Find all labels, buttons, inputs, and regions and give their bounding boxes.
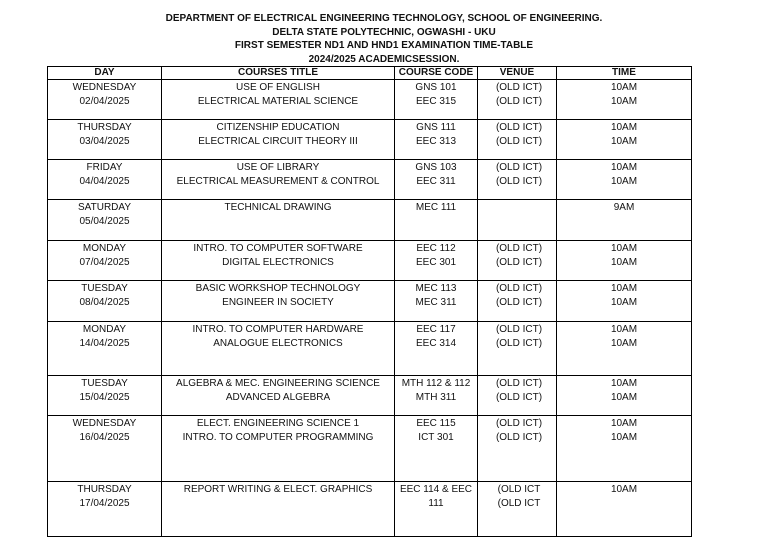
venue-cell (478, 416, 557, 482)
course-code: MEC 113 (415, 283, 457, 294)
day-cell (48, 281, 162, 322)
venue: (OLD ICT) (495, 135, 543, 147)
day-cell (48, 322, 162, 376)
course-code: EEC 117 (416, 324, 456, 335)
course-title: INTRO. TO COMPUTER PROGRAMMING (182, 431, 374, 443)
venue-cell (478, 322, 557, 376)
venue: (OLD ICT) (495, 337, 543, 349)
table-row (48, 80, 692, 120)
time-cell (557, 120, 692, 160)
exam-time: 10AM (610, 418, 638, 429)
day-cell (48, 80, 162, 120)
day-cell (48, 160, 162, 200)
venue-cell (478, 120, 557, 160)
table-row (48, 281, 692, 322)
timetable-body (48, 80, 692, 537)
venue-cell (478, 80, 557, 120)
code-cell (395, 200, 478, 241)
course-title: INTRO. TO COMPUTER HARDWARE (192, 324, 364, 335)
table-row (48, 160, 692, 200)
table-row (48, 200, 692, 241)
course-code: EEC 311 (416, 175, 456, 187)
exam-time: 9AM (613, 202, 635, 213)
day-name: THURSDAY (77, 122, 132, 133)
time-cell (557, 241, 692, 281)
exam-time: 10AM (610, 175, 638, 187)
course-title: CITIZENSHIP EDUCATION (216, 122, 340, 133)
course-title: ANALOGUE ELECTRONICS (213, 337, 343, 349)
table-row (48, 376, 692, 416)
day-name: SATURDAY (78, 202, 131, 213)
code-cell (395, 416, 478, 482)
table-row (48, 241, 692, 281)
course-code: MEC 111 (415, 202, 457, 213)
venue: (OLD ICT) (495, 95, 543, 107)
course-code: EEC 115 (416, 418, 456, 429)
venue-cell (478, 281, 557, 322)
column-header-day: DAY (48, 67, 162, 80)
course-cell (162, 241, 395, 281)
table-row (48, 482, 692, 537)
course-title: ELECT. ENGINEERING SCIENCE 1 (196, 418, 360, 429)
day-name: MONDAY (82, 324, 127, 335)
exam-time: 10AM (610, 95, 638, 107)
course-cell (162, 160, 395, 200)
exam-date: 15/04/2025 (79, 391, 130, 403)
code-cell (395, 322, 478, 376)
course-cell (162, 376, 395, 416)
venue-cell (478, 160, 557, 200)
course-title: ELECTRICAL MATERIAL SCIENCE (197, 95, 359, 107)
course-title: USE OF LIBRARY (236, 162, 320, 173)
day-name: TUESDAY (81, 283, 128, 294)
course-title: ELECTRICAL MEASUREMENT & CONTROL (176, 175, 380, 187)
time-cell (557, 416, 692, 482)
course-title: USE OF ENGLISH (236, 82, 320, 93)
exam-time: 10AM (610, 337, 638, 349)
column-header-time: TIME (557, 67, 692, 80)
table-row (48, 322, 692, 376)
course-cell (162, 80, 395, 120)
exam-time: 10AM (610, 484, 638, 495)
course-code: MEC 311 (415, 296, 457, 308)
exam-time: 10AM (610, 324, 638, 335)
exam-date: 07/04/2025 (79, 256, 130, 268)
exam-date: 08/04/2025 (79, 296, 130, 308)
column-header-venue: VENUE (478, 67, 557, 80)
course-cell (162, 482, 395, 537)
day-name: MONDAY (82, 243, 127, 254)
venue: (OLD ICT) (495, 243, 543, 254)
time-cell (557, 80, 692, 120)
course-title: ADVANCED ALGEBRA (225, 391, 331, 403)
time-cell (557, 376, 692, 416)
venue: (OLD ICT) (495, 431, 543, 443)
department-title: DEPARTMENT OF ELECTRICAL ENGINEERING TECHNOLOGY, SCHOOL OF ENGINEERING. (165, 13, 603, 24)
code-cell (395, 160, 478, 200)
venue: (OLD ICT) (495, 256, 543, 268)
venue-cell (478, 241, 557, 281)
day-cell (48, 200, 162, 241)
exam-time: 10AM (610, 135, 638, 147)
venue: (OLD ICT) (495, 378, 543, 389)
exam-time: 10AM (610, 378, 638, 389)
exam-time: 10AM (610, 243, 638, 254)
course-cell (162, 281, 395, 322)
day-name: WEDNESDAY (72, 82, 137, 93)
exam-time: 10AM (610, 283, 638, 294)
venue: (OLD ICT) (495, 418, 543, 429)
course-title: ELECTRICAL CIRCUIT THEORY III (198, 135, 358, 147)
exam-time: 10AM (610, 82, 638, 93)
document-header (0, 12, 768, 66)
exam-time: 10AM (610, 431, 638, 443)
code-cell (395, 281, 478, 322)
venue: (OLD ICT) (495, 122, 543, 133)
column-header-course: COURSES TITLE (162, 67, 395, 80)
course-title: REPORT WRITING & ELECT. GRAPHICS (183, 484, 373, 495)
course-cell (162, 416, 395, 482)
course-code: GNS 111 (416, 122, 456, 133)
course-title: BASIC WORKSHOP TECHNOLOGY (195, 283, 361, 294)
code-cell (395, 120, 478, 160)
course-title: TECHNICAL DRAWING (224, 202, 332, 213)
code-cell (395, 376, 478, 416)
code-cell (395, 241, 478, 281)
course-code: ICT 301 (418, 431, 454, 443)
exam-time: 10AM (610, 256, 638, 268)
course-title: ENGINEER IN SOCIETY (222, 296, 334, 308)
venue: (OLD ICT) (495, 324, 543, 335)
course-cell (162, 120, 395, 160)
course-code: GNS 103 (415, 162, 457, 173)
header-row (48, 67, 692, 80)
course-title: INTRO. TO COMPUTER SOFTWARE (193, 243, 363, 254)
course-code: EEC 314 (415, 337, 457, 349)
course-cell (162, 322, 395, 376)
course-title: ALGEBRA & MEC. ENGINEERING SCIENCE (176, 378, 380, 389)
exam-date: 14/04/2025 (79, 337, 130, 349)
code-cell (395, 80, 478, 120)
column-header-code: COURSE CODE (395, 67, 478, 80)
day-cell (48, 241, 162, 281)
course-code: GNS 101 (415, 82, 457, 93)
day-cell (48, 120, 162, 160)
day-name: WEDNESDAY (72, 418, 137, 429)
time-cell (557, 200, 692, 241)
exam-date: 02/04/2025 (79, 95, 130, 107)
table-row (48, 120, 692, 160)
exam-timetable (47, 66, 692, 537)
day-name: FRIDAY (86, 162, 123, 173)
course-code: MTH 311 (415, 391, 457, 403)
time-cell (557, 482, 692, 537)
course-code: MTH 112 & 112 (401, 378, 471, 389)
day-cell (48, 376, 162, 416)
day-cell (48, 416, 162, 482)
course-code: EEC 112 (416, 243, 456, 254)
course-cell (162, 200, 395, 241)
course-code: EEC 114 & EEC (399, 484, 473, 495)
exam-date: 17/04/2025 (79, 497, 130, 509)
day-cell (48, 482, 162, 537)
venue: (OLD ICT) (495, 175, 543, 187)
course-code: 111 (428, 497, 444, 509)
venue: (OLD ICT (497, 484, 541, 495)
course-code: EEC 315 (415, 95, 457, 107)
time-cell (557, 281, 692, 322)
course-code: EEC 301 (415, 256, 457, 268)
day-name: TUESDAY (81, 378, 128, 389)
venue-cell (478, 200, 557, 241)
exam-time: 10AM (610, 296, 638, 308)
academic-session: 2024/2025 ACADEMICSESSION. (308, 53, 460, 65)
exam-date: 03/04/2025 (79, 135, 130, 147)
venue: (OLD ICT) (495, 162, 543, 173)
exam-time: 10AM (610, 162, 638, 173)
venue-cell (478, 482, 557, 537)
institution-name: DELTA STATE POLYTECHNIC, OGWASHI - UKU (272, 26, 496, 38)
exam-time: 10AM (610, 122, 638, 133)
exam-time: 10AM (610, 391, 638, 403)
timetable-title: FIRST SEMESTER ND1 AND HND1 EXAMINATION TIME-TABLE (234, 40, 534, 51)
exam-date: 04/04/2025 (79, 175, 130, 187)
day-name: THURSDAY (77, 484, 132, 495)
venue: (OLD ICT) (495, 296, 543, 308)
course-code: EEC 313 (415, 135, 457, 147)
exam-date: 16/04/2025 (79, 431, 130, 443)
table-row (48, 416, 692, 482)
venue: (OLD ICT (497, 497, 541, 509)
time-cell (557, 322, 692, 376)
venue-cell (478, 376, 557, 416)
time-cell (557, 160, 692, 200)
venue: (OLD ICT) (495, 283, 543, 294)
venue: (OLD ICT) (495, 82, 543, 93)
course-title: DIGITAL ELECTRONICS (222, 256, 334, 268)
code-cell (395, 482, 478, 537)
exam-date: 05/04/2025 (79, 215, 130, 227)
venue: (OLD ICT) (495, 391, 543, 403)
